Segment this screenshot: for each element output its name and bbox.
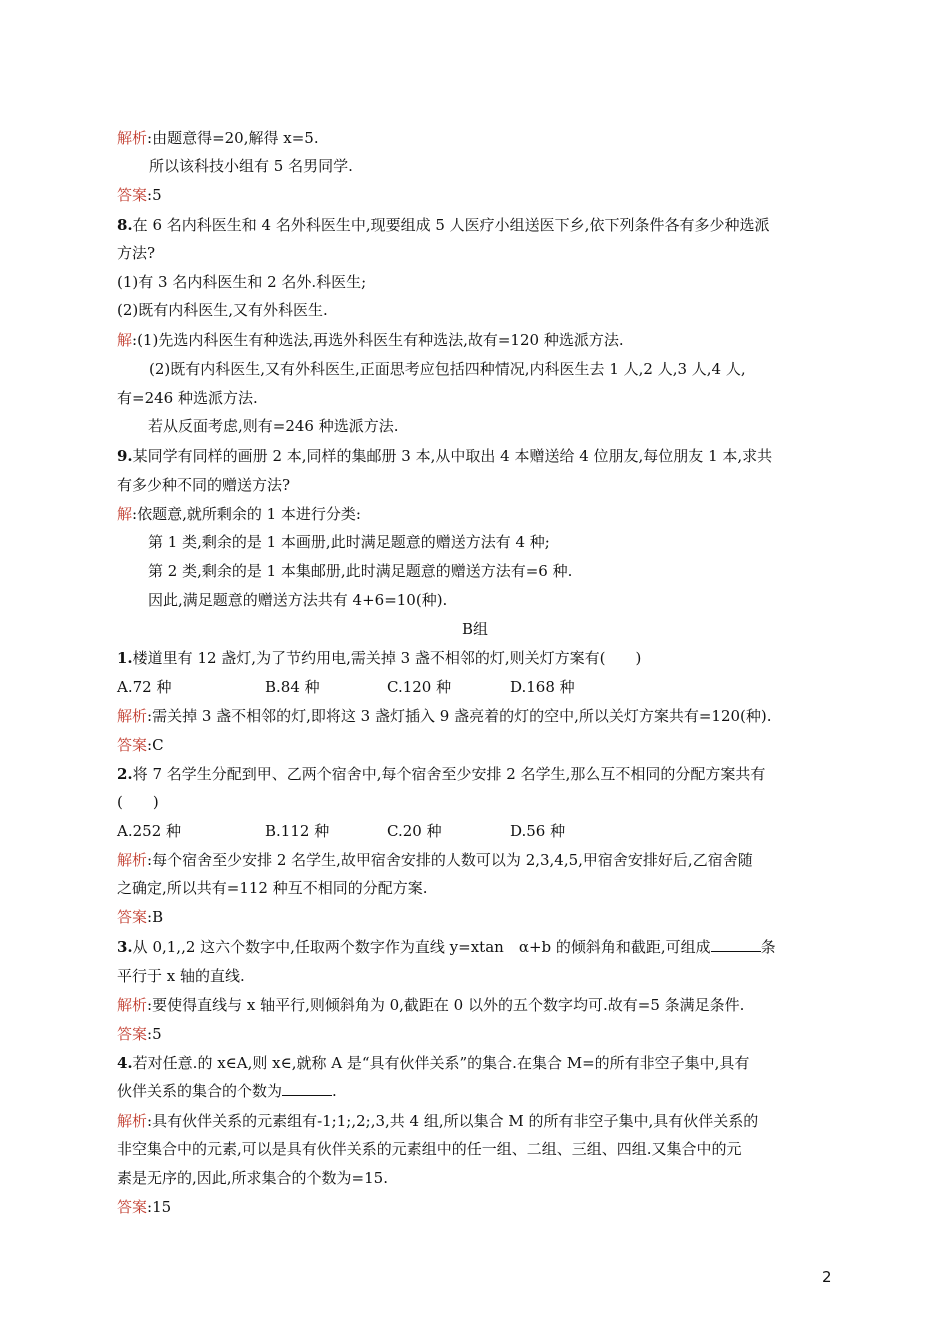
option-d: D.56 种 xyxy=(510,822,566,840)
text-line: 伙伴关系的集合的个数为 . xyxy=(117,1082,337,1100)
label-analysis: 解析 xyxy=(117,129,148,147)
text-line: 有多少种不同的赠送方法? xyxy=(117,476,291,494)
option-c: C.20 种 xyxy=(387,822,442,840)
question-number: 2. xyxy=(117,765,133,783)
question-9: 9.某同学有同样的画册 2 本,同样的集邮册 3 本,从中取出 4 本赠送给 4 位朋友,每位朋友 1 本,求共 xyxy=(117,447,773,465)
label-analysis: 解析 xyxy=(117,707,148,725)
text-line: 非空集合中的元素,可以是具有伙伴关系的元素组中的任一组、二组、三组、四组.又集合中的元 xyxy=(117,1140,742,1158)
answer-line: 答案:C xyxy=(117,736,164,754)
options-row xyxy=(117,677,837,697)
answer-analysis: 解析:每个宿舍至少安排 2 名学生,故甲宿舍安排的人数可以为 2,3,4,5,甲宿舍安排好后,乙宿舍随 xyxy=(117,851,753,869)
text-line: 若从反面考虑,则有=246 种选派方法. xyxy=(148,417,399,435)
label-answer: 答案 xyxy=(117,908,148,926)
text-line: 有=246 种选派方法. xyxy=(117,389,258,407)
text-line: ( ) xyxy=(117,793,159,811)
question-b1: 1.楼道里有 12 盏灯,为了节约用电,需关掉 3 盏不相邻的灯,则关灯方案有( ) xyxy=(117,649,642,667)
text-line: (1)有 3 名内科医生和 2 名外.科医生; xyxy=(117,273,367,291)
option-b: B.112 种 xyxy=(265,822,330,840)
text-line: 方法? xyxy=(117,244,156,262)
solution-line: 解:依题意,就所剩余的 1 本进行分类: xyxy=(117,505,361,523)
text-line: 第 2 类,剩余的是 1 本集邮册,此时满足题意的赠送方法有=6 种. xyxy=(148,562,573,580)
answer-analysis: 解析:要使得直线与 x 轴平行,则倾斜角为 0,截距在 0 以外的五个数字均可.故有=5 条满足条件. xyxy=(117,996,745,1014)
answer-blank xyxy=(282,1081,332,1096)
text-line: (2)既有内科医生,又有外科医生. xyxy=(117,301,328,319)
label-analysis: 解析 xyxy=(117,1112,148,1130)
option-a: A.252 种 xyxy=(117,822,181,840)
label-answer: 答案 xyxy=(117,1025,148,1043)
label-solution: 解 xyxy=(117,505,133,523)
option-c: C.120 种 xyxy=(387,678,452,696)
answer-line: 答案:15 xyxy=(117,1198,172,1216)
answer-analysis: 解析:需关掉 3 盏不相邻的灯,即将这 3 盏灯插入 9 盏亮着的灯的空中,所以关灯方案共有=120(种). xyxy=(117,707,772,725)
label-analysis: 解析 xyxy=(117,851,148,869)
answer-analysis: 解析:由题意得=20,解得 x=5. xyxy=(117,129,319,147)
question-number: 1. xyxy=(117,649,133,667)
label-solution: 解 xyxy=(117,331,133,349)
text-line: 平行于 x 轴的直线. xyxy=(117,967,245,985)
question-b2: 2.将 7 名学生分配到甲、乙两个宿舍中,每个宿舍至少安排 2 名学生,那么互不相同的分配方案共有 xyxy=(117,765,766,783)
page-number: 2 xyxy=(822,1268,832,1286)
question-b3: 3.从 0,1,,2 这六个数字中,任取两个数字作为直线 y=xtan α+b 的倾斜角和截距,可组成 条 xyxy=(117,938,776,956)
answer-line: 答案:5 xyxy=(117,186,162,204)
text-line: 所以该科技小组有 5 名男同学. xyxy=(149,157,353,175)
question-8: 8.在 6 名内科医生和 4 名外科医生中,现要组成 5 人医疗小组送医下乡,依下列条件各有多少种选派 xyxy=(117,216,770,234)
option-a: A.72 种 xyxy=(117,678,172,696)
label-analysis: 解析 xyxy=(117,996,148,1014)
options-row xyxy=(117,821,837,841)
question-b4: 4.若对任意.的 x∈A,则 x∈,就称 A 是“具有伙伴关系”的集合.在集合 M=的所有非空子集中,具有 xyxy=(117,1054,750,1072)
solution-line: 解:(1)先选内科医生有种选法,再选外科医生有种选法,故有=120 种选派方法. xyxy=(117,331,624,349)
answer-blank xyxy=(711,937,761,952)
text-line: 素是无序的,因此,所求集合的个数为=15. xyxy=(117,1169,388,1187)
text-line: (2)既有内科医生,又有外科医生,正面思考应包括四种情况,内科医生去 1 人,2 人,3 人,4 人, xyxy=(149,360,746,378)
option-b: B.84 种 xyxy=(265,678,320,696)
question-number: 8. xyxy=(117,216,133,234)
option-d: D.168 种 xyxy=(510,678,575,696)
answer-analysis: 解析:具有伙伴关系的元素组有-1;1;,2;,3,共 4 组,所以集合 M 的所有非空子集中,具有伙伴关系的 xyxy=(117,1112,759,1130)
question-number: 3. xyxy=(117,938,133,956)
text-line: 因此,满足题意的赠送方法共有 4+6=10(种). xyxy=(148,591,448,609)
question-number: 4. xyxy=(117,1054,133,1072)
question-number: 9. xyxy=(117,447,133,465)
label-answer: 答案 xyxy=(117,186,148,204)
text-line: 第 1 类,剩余的是 1 本画册,此时满足题意的赠送方法有 4 种; xyxy=(148,533,550,551)
text-line: 之确定,所以共有=112 种互不相同的分配方案. xyxy=(117,879,428,897)
label-answer: 答案 xyxy=(117,1198,148,1216)
answer-line: 答案:B xyxy=(117,908,164,926)
label-answer: 答案 xyxy=(117,736,148,754)
answer-line: 答案:5 xyxy=(117,1025,162,1043)
section-title: B组 xyxy=(461,620,489,638)
